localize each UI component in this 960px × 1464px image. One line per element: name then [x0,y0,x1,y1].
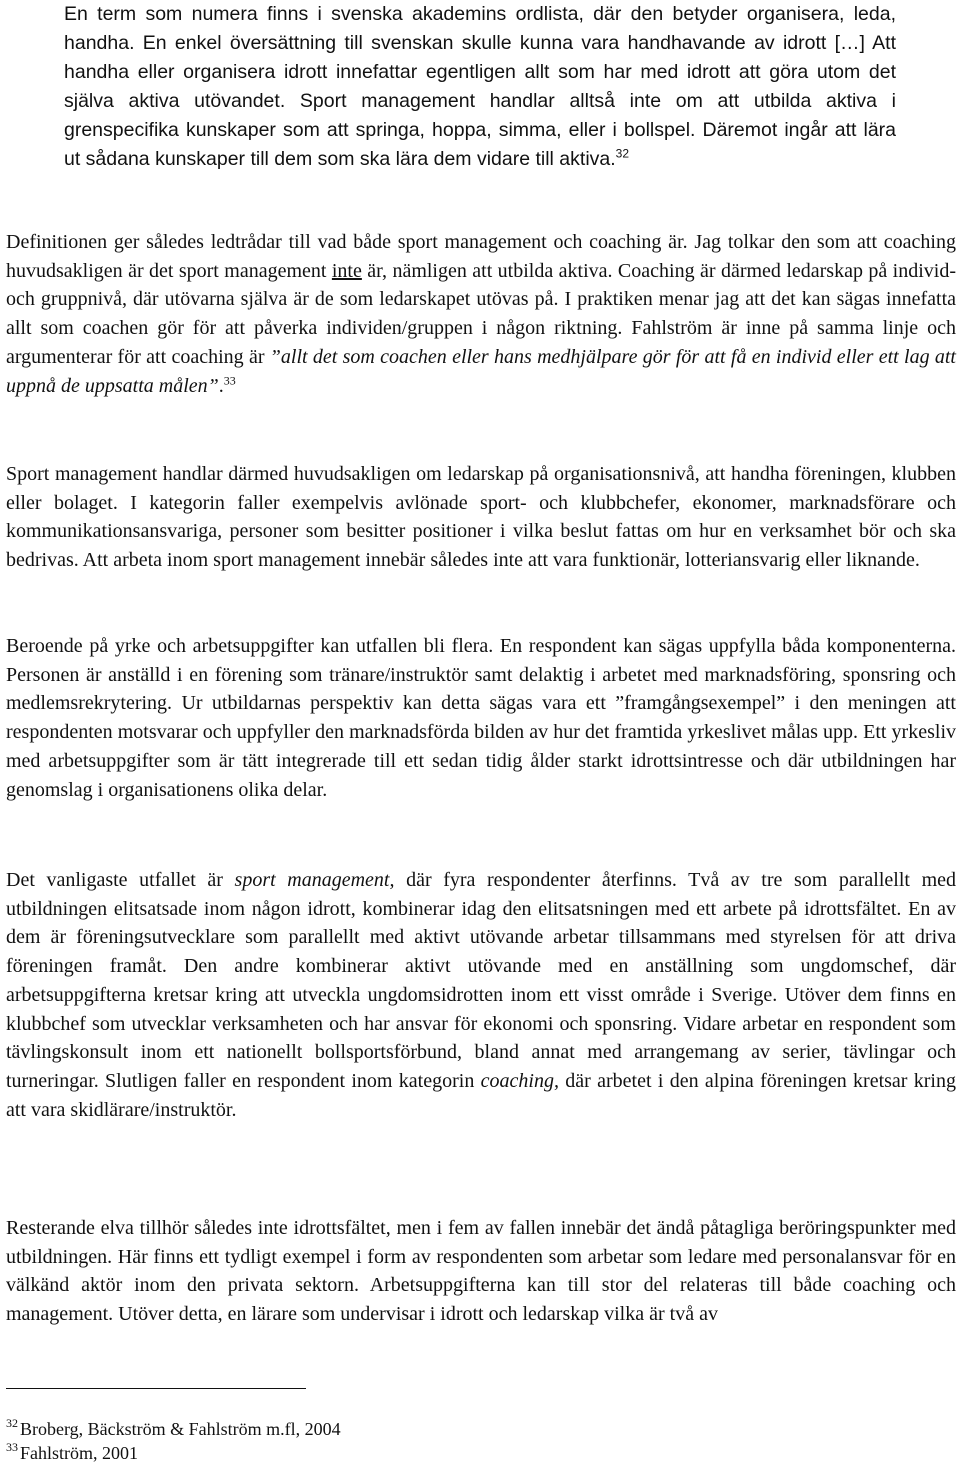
underlined-word: inte [331,259,362,282]
footnote-text: Broberg, Bäckström & Fahlström m.fl, 2004 [20,1419,341,1439]
paragraph-text: Det vanligaste utfallet är [6,869,235,891]
paragraph-sport-management: Sport management handlar därmed huvudsakligen om ledarskap på organisationsnivå, att handha föreningen, klubben eller bolaget. I kategorin faller exempelvis avlönade sport- och klubbchefer, ekonomer, marknadsförare och kommunikationsansvariga, personer som besitter positioner i vilka beslut fattas om hur en verksamhet bör och ska bedrivas. Att arbeta inom sport management innebär således inte att vara funktionär, lotteriansvarig eller liknande. [6,463,956,572]
footnote-number: 33 [6,1440,18,1454]
footnote-ref-32[interactable]: 32 [615,146,630,161]
quoted-definition: ”allt det som coachen eller hans medhjälpare gör för att få en individ eller ett lag att uppnå de uppsatta målen” [6,345,956,397]
block-quote-text: En term som numera finns i svenska akademins ordlista, där den betyder organisera, leda, handha. En enkel översättning till svenskan skulle kunna vara handhavande av idrott […] Att handha eller organisera idrott innefattar egentligen allt som har med idrott att göra utom det själva aktiva utövandet. Sport management handlar alltså inte om att utbilda aktiva i grenspecifika kunskaper som att springa, hoppa, simma, eller i bollspel. Däremot ingår att lära ut sådana kunskaper till dem som ska lära dem vidare till aktiva. [64,3,896,170]
paragraph-definition [6,228,956,400]
footnote-ref-33[interactable]: 33 [223,372,236,387]
italic-term: sport management, [234,869,395,891]
paragraph-text: där fyra respondenter återfinns. Två av tre som parallellt med utbildningen elitsatsade inom någon idrott, kombinerar idag den elitsatsningen med ett arbete på idrottsfältet. En av dem är föreningsutvecklare som parallellt med aktivt utövande arbetar tillsammans med styrelsen för att driva föreningen framåt. Den andre kombinerar aktivt utövande med en anställning som ungdomschef, där arbetsuppgifterna kretsar kring att utveckla ungdomsidrotten inom ett visst område i Sverige. Utöver dem finns en klubbchef som utvecklar verksamheten och har ansvar för ekonomi och sponsring. Vidare arbetar en respondent som tävlingskonsult inom ett nationellt bollsportsförbund, bland annat med arrangemang av serier, tävlingar och turneringar. Slutligen faller en respondent inom kategorin [6,869,957,1092]
paragraph-text: . [218,374,224,397]
footnote-number: 32 [6,1416,18,1430]
italic-term: coaching, [480,1069,559,1092]
paragraph-text: är, nämligen att utbilda aktiva. Coaching är därmed ledarskap på individ- och gruppnivå, där utövarna själva är de som ledarskapet utövas på. I praktiken menar jag att det kan sägas innefatta allt som coachen gör för att påverka individen/gruppen i någon riktning. Fahlström är inne på samma linje och argumenterar för att coaching är [6,259,956,368]
footnote-32 [6,1418,341,1440]
paragraph-common-outcome [6,866,956,1124]
paragraph-outcomes: Beroende på yrke och arbetsuppgifter kan utfallen bli flera. En respondent kan sägas uppfylla båda komponenterna. Personen är anställd i en förening som tränare/instruktör samt delaktig i arbetet med marknadsföring, sponsring och medlemsrekrytering. Ur utbildarnas perspektiv kan detta sägas vara ett ”framgångsexempel” i den meningen att respondenten motsvarar och uppfyller den marknadsförda bilden av hur det framtida yrkeslivet målas upp. Ett yrkesliv med arbetsuppgifter som är tätt integrerade till ett sedan tidig ålder starkt idrottsintresse och där utbildningen har genomslag i organisationens olika delar. [6,635,956,801]
paragraph-remaining: Resterande elva tillhör således inte idrottsfältet, men i fem av fallen innebär det ändå påtagliga beröringspunkter med utbildningen. Här finns ett tydligt exempel i form av respondenten som arbetar som ledare med personalansvar för en välkänd aktör inom den privata sektorn. Arbetsuppgifterna kan till stor del relateras till både coaching och management. Utöver detta, en lärare som undervisar i idrott och ledarskap vilka är två av [6,1217,956,1326]
footnote-33 [6,1442,138,1464]
block-quote [64,0,896,174]
paragraph-text: Definitionen ger således ledtrådar till vad både sport management och coaching är. Jag tolkar den som att coaching huvudsakligen är det sport management [6,231,956,282]
paragraph-text: där arbetet i den alpina föreningen kretsar kring att vara skidlärare/instruktör. [6,1069,956,1121]
footnote-divider [6,1388,306,1389]
footnote-text: Fahlström, 2001 [20,1443,139,1463]
